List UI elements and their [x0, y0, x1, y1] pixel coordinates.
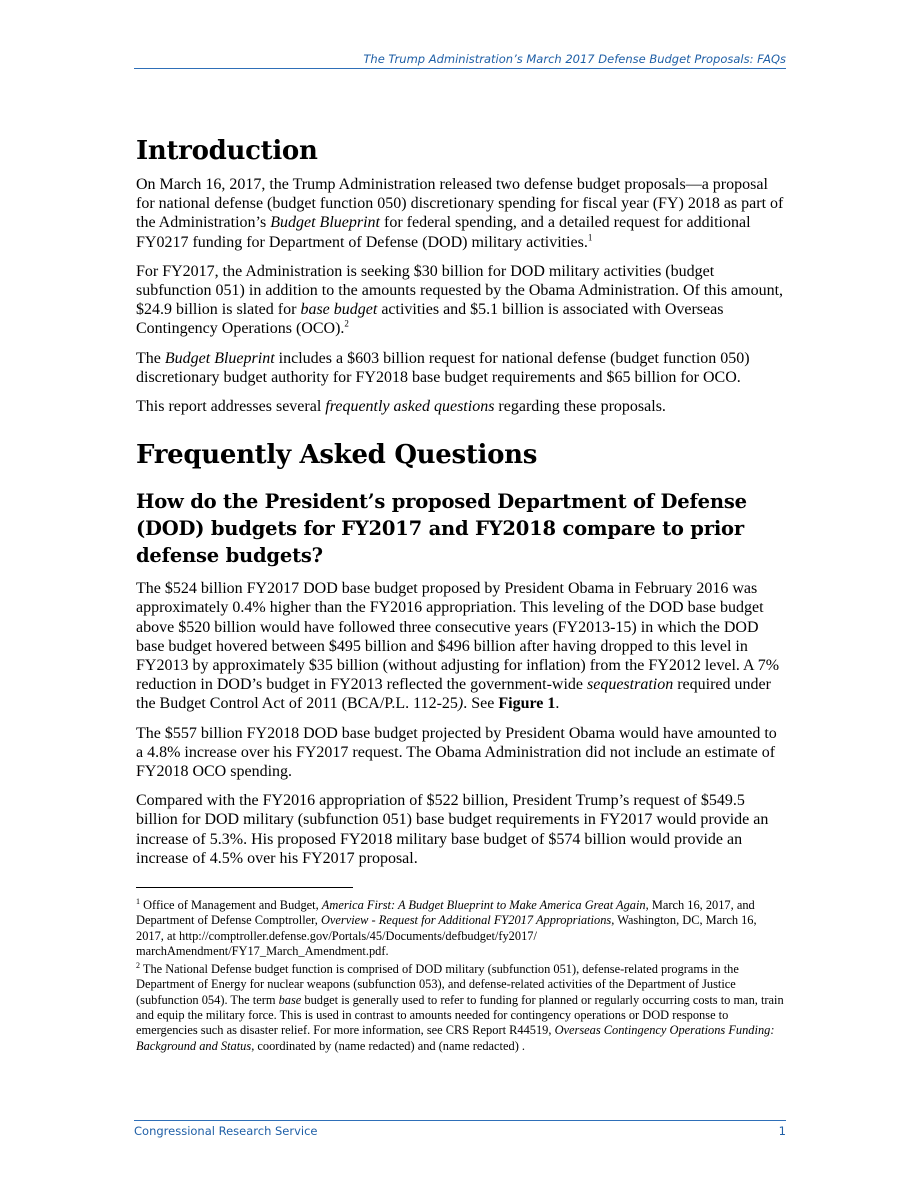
intro-paragraph-4: This report addresses several frequently asked questions regarding these proposals. — [136, 398, 666, 416]
footnote-2: $^2$ The National Defense budget function is comprised of DOD military (subfunction 051), defense-related programs in the Department of Energy for nuclear weapons (subfunction 053), and defense-related activities of the Department of Justice (subfunction 054). The term base budget is generally used to refer to funding for planned or regularly occurring costs to man, train and equip the military force. This is used in contrast to amounts needed for contingency operations or DOD response to emergencies such as disaster relief. For more information, see CRS Report R44519, Overseas Contingency Operations Funding: Background and Status, coordinated by (name redacted) and (name redacted) . — [136, 961, 784, 1053]
introduction-heading: Introduction — [136, 136, 318, 166]
main-content — [136, 134, 786, 878]
answer-paragraph-1: The $524 billion FY2017 DOD base budget proposed by President Obama in February 2016 was approximately 0.4% higher than the FY2016 appropriation. This leveling of the DOD base budget above $520 billion would have followed three consecutive years (FY2013-15) in which the DOD base budget hovered between $495 billion and $496 billion after having dropped to this level in FY2013 by approximately $35 billion (without adjusting for inflation) from the FY2012 level. A 7% reduction in DOD’s budget in FY2013 reflected the government-wide sequestration required under the Budget Control Act of 2011 (BCA/P.L. 112-25). See Figure 1. — [136, 580, 780, 713]
publisher-name: Congressional Research Service — [134, 1124, 318, 1138]
footnote-1: $^1$ Office of Management and Budget, America First: A Budget Blueprint to Make America Great Again, March 16, 2017, and Department of Defense Comptroller, Overview - Request for Additional FY2017 Appropriations, Washington, DC, March 16, 2017, at http://comptroller.defense.gov/Portals/45/Documents/defbudget/fy2017/ marchAmendment/FY17_March_Amendment.pdf. — [136, 896, 757, 958]
answer-paragraph-3: Compared with the FY2016 appropriation of $522 billion, President Trump’s request of $549.5 billion for DOD military (subfunction 051) base budget requirements in FY2017 would provide an increase of 5.3%. His proposed FY2018 military base budget of $574 billion would provide an increase of 4.5% over his FY2017 proposal. — [136, 792, 769, 867]
question-heading: How do the President’s proposed Department of Defense (DOD) budgets for FY2017 and FY2018 compare to prior defense budgets? — [136, 490, 747, 568]
running-header: The Trump Administration’s March 2017 Defense Budget Proposals: FAQs — [134, 52, 786, 69]
intro-paragraph-3: The Budget Blueprint includes a $603 billion request for national defense (budget function 050) discretionary budget authority for FY2018 base budget requirements and $65 billion for OCO. — [136, 349, 750, 386]
answer-paragraph-2: The $557 billion FY2018 DOD base budget projected by President Obama would have amounted to a 4.8% increase over his FY2017 request. The Obama Administration did not include an estimate of FY2018 OCO spending. — [136, 724, 777, 781]
footnote-ref-2[interactable]: 2 — [344, 319, 349, 330]
intro-paragraph-1: On March 16, 2017, the Trump Administration released two defense budget proposals—a proposal for national defense (budget function 050) discretionary spending for fiscal year (FY) 2018 as part of the Administration’s Budget Blueprint for federal spending, and a detailed request for additional FY0217 funding for Department of Defense (DOD) military activities.$^1$ — [136, 176, 784, 251]
intro-paragraph-2: For FY2017, the Administration is seeking $30 billion for DOD military activities (budget subfunction 051) in addition to the amounts requested by the Obama Administration. Of this amount, $24.9 billion is slated for base budget activities and $5.1 billion is associated with Overseas Contingency Operations (OCO).$^2$ — [136, 262, 784, 338]
footnote-divider — [136, 887, 353, 888]
page-number: 1 — [778, 1124, 786, 1138]
figure-1-reference[interactable]: Figure 1 — [498, 695, 556, 713]
footnote-ref-1[interactable]: 1 — [587, 232, 593, 243]
footnote-1-url-text[interactable]: , Washington, DC, March 16, 2017, at http://comptroller.defense.gov/Portals/45/Documents/defbudget/fy2017/ marchAmendment/FY17_March_Amendment.pdf. — [136, 913, 757, 958]
faq-heading: Frequently Asked Questions — [136, 440, 538, 471]
footnotes — [136, 898, 786, 1057]
running-footer — [134, 1120, 786, 1138]
